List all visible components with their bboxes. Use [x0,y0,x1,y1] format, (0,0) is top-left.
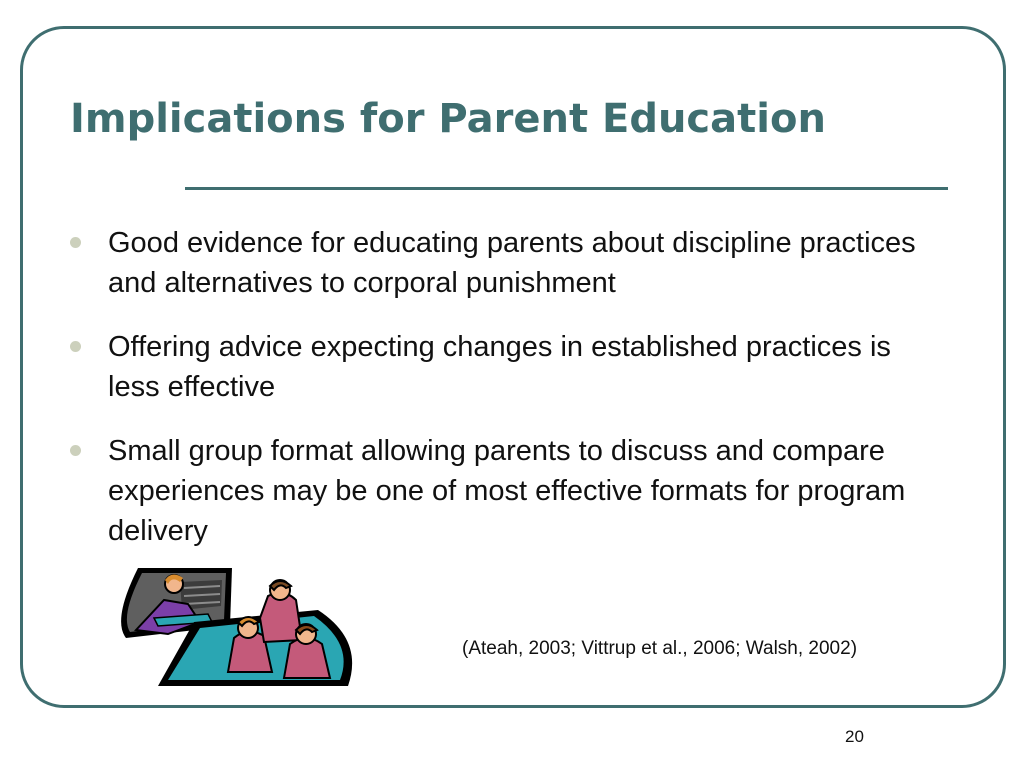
group-meeting-clipart-icon [108,560,368,692]
bullet-dot-icon [70,237,81,248]
slide-title: Implications for Parent Education [70,96,826,142]
page-number: 20 [845,727,864,746]
bullet-dot-icon [70,341,81,352]
bullet-item [70,223,950,303]
bullet-item [70,327,950,407]
bullet-list [70,223,950,575]
title-underline [185,187,948,190]
citation-text: (Ateah, 2003; Vittrup et al., 2006; Walsh, 2002) [462,638,858,659]
bullet-text: Good evidence for educating parents about discipline practices and alternatives to corporal punishment [108,227,916,299]
bullet-dot-icon [70,445,81,456]
bullet-text: Offering advice expecting changes in established practices is less effective [108,331,891,403]
bullet-item [70,431,950,551]
bullet-text: Small group format allowing parents to discuss and compare experiences may be one of most effective formats for program delivery [108,435,906,547]
